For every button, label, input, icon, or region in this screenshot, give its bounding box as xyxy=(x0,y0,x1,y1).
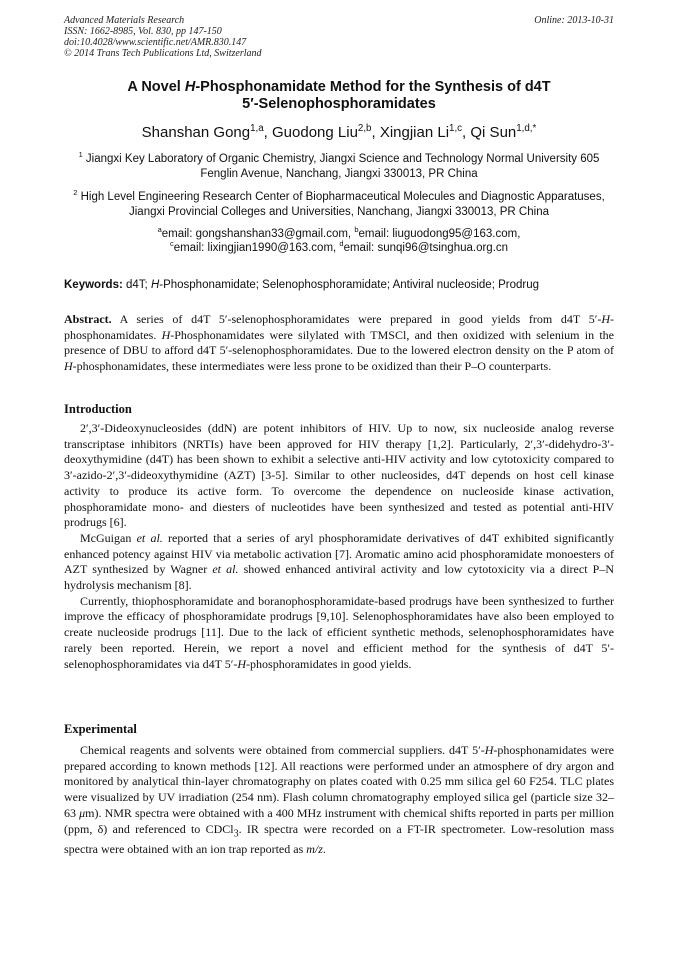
doi-line: doi:10.4028/www.scientific.net/AMR.830.147 xyxy=(64,37,247,48)
email-a[interactable]: email: gongshanshan33@gmail.com, xyxy=(161,228,355,240)
copyright-line: © 2014 Trans Tech Publications Ltd, Switzerland xyxy=(64,48,262,59)
paragraph: McGuigan et al. reported that a series of aryl phosphoramidate derivatives of d4T exhibited significantly enhanced potency against HIV via metabolic activation [7]. Aromatic amino acid phosphoramidate monoesters of AZT synthesized by Wagner et al. showed enhanced antiviral activity and low cytotoxicity via a direct P–N hydrolysis mechanism [8]. xyxy=(64,530,614,593)
experimental-heading: Experimental xyxy=(64,722,137,736)
online-date: Online: 2013-10-31 xyxy=(534,15,614,26)
paper-title: A Novel H-Phosphonamidate Method for the Synthesis of d4T 5′-Selenophosphoramidates xyxy=(127,79,551,112)
paragraph: Chemical reagents and solvents were obtained from commercial suppliers. d4T 5′-H-phosphonamidates were prepared according to known methods [12]. All reactions were performed under an atmosphere of dry argon and monitored by analytical thin-layer chromatography on plates coated with 0.25 mm silica gel 60 F254. TLC plates were visualized by UV irradiation (254 nm). Flash column chromatography employed silica gel (particle size 32–63 μm). NMR spectra were obtained with a 400 MHz instrument with chemical shifts reported in parts per million (ppm, δ) and referenced to CDCl$_3$. IR spectra were recorded on a FT-IR spectrometer. Low-resolution mass spectra were obtained with an ion trap reported as m/z. xyxy=(64,743,615,856)
affiliation-2: $^2$ High Level Engineering Research Center of Biopharmaceutical Molecules and Diagnostic Apparatuses, Jiangxi Provincial Colleges and Universities, Nanchang, Jiangxi 330013, PR China xyxy=(73,188,605,218)
introduction-body xyxy=(64,421,614,672)
experimental-body xyxy=(64,743,614,857)
author: Xingjian Li xyxy=(379,124,450,141)
journal-header xyxy=(64,15,262,59)
paragraph: Currently, thiophosphoramidate and boranophosphoramidate-based prodrugs have been synthesized to further improve the efficacy of phosphoramidate prodrugs [9,10]. Selenophosphoramidates have also been employed to create nucleoside prodrugs [11]. Due to the lack of efficient synthetic methods, selenophosphoramidates have rarely been reported. Herein, we report a novel and efficient method for the synthesis of d4T 5′-selenophosphoramidates via d4T 5′-H-phosphoramidates in good yields. xyxy=(64,593,614,671)
email-d[interactable]: email: sunqi96@tsinghua.org.cn xyxy=(343,242,509,254)
abstract: Abstract. A series of d4T 5′-selenophosphoramidates were prepared in good yields from d4T 5′-H-phosphonamidates. H-Phosphonamidates were silylated with TMSCl, and then oxidized with selenium in the presence of DBU to afford d4T 5′-selenophosphoramidates. Due to the lowered electron density on the P atom of H-phosphonamidates, these intermediates were less prone to be oxidized than their P–O counterparts. xyxy=(64,312,614,374)
paragraph: 2′,3′-Dideoxynucleosides (ddN) are potent inhibitors of HIV. Up to now, six nucleoside analog reverse transcriptase inhibitors (NRTIs) have been approved for HIV therapy [1,2]. Particularly, 2′,3′-didehydro-3′-deoxythymidine (d4T) has been shown to exhibit a selective anti-HIV activity and low cytotoxicity compared to 3′-azido-2′,3′-dideoxythymidine (AZT) [3-5]. Similar to other nucleosides, d4T depends on host cell kinase activity to produce its active form. To overcome the dependence on nucleoside kinase activation, phosphoramidate mono- and diesters of nucleotides have been synthesized and tested as potential anti-HIV prodrugs [6]. xyxy=(64,421,614,530)
affiliation-1: $^1$ Jiangxi Key Laboratory of Organic Chemistry, Jiangxi Science and Technology Normal University 605 Fenglin Avenue, Nanchang, Jiangxi 330013, PR China xyxy=(78,150,600,180)
issn-line: ISSN: 1662-8985, Vol. 830, pp 147-150 xyxy=(64,26,222,37)
author-list: Shanshan Gong$^{1,a}$, Guodong Liu$^{2,b}$, Xingjian Li$^{1,c}$, Qi Sun$^{1,d,*}$ xyxy=(141,123,537,141)
abstract-label: Abstract. xyxy=(64,312,112,326)
keywords: Keywords: d4T; H-Phosphonamidate; Selenophosphoramidate; Antiviral nucleoside; Prodrug xyxy=(64,279,539,291)
introduction-heading: Introduction xyxy=(64,402,132,416)
author: Guodong Liu xyxy=(272,124,358,141)
email-c[interactable]: email: lixingjian1990@163.com, xyxy=(173,242,340,254)
journal-name: Advanced Materials Research xyxy=(64,15,185,26)
author-emails: $^a$email: gongshanshan33@gmail.com, $^b$email: liuguodong95@163.com, $^c$email: lixingjian1990@163.com, $^d$email: sunqi96@tsinghua.org.cn xyxy=(157,225,521,254)
email-b[interactable]: email: liuguodong95@163.com, xyxy=(358,228,521,240)
author: Qi Sun xyxy=(470,124,517,141)
author: Shanshan Gong xyxy=(141,124,251,141)
